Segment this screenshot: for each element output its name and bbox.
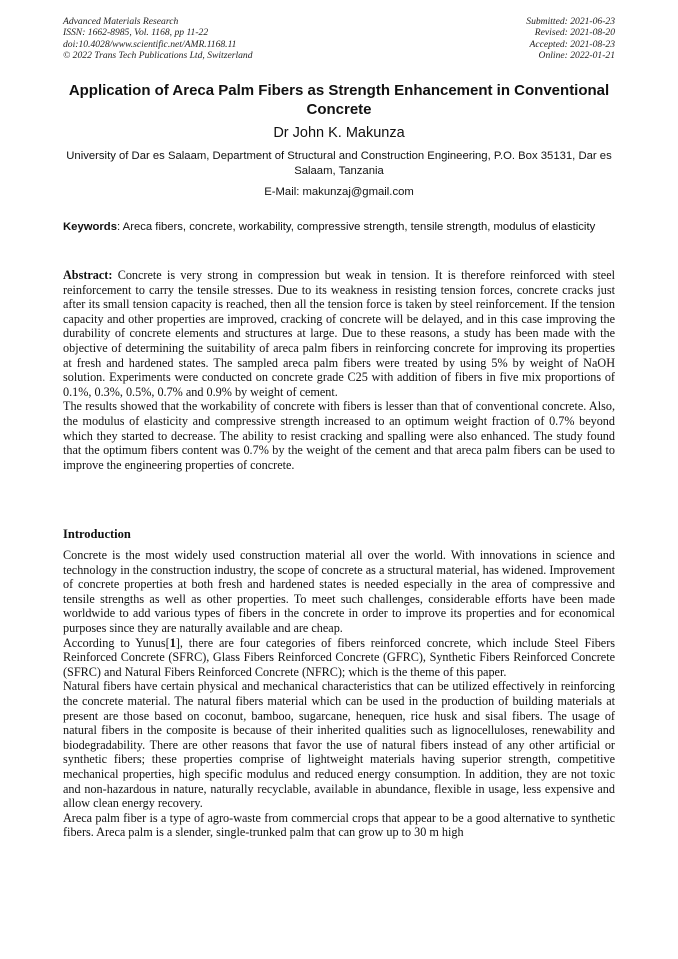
date-accepted: Accepted: 2021-08-23	[529, 38, 615, 50]
journal-copyright: © 2022 Trans Tech Publications Ltd, Switzerland	[63, 50, 253, 62]
intro-paragraph-4: Areca palm fiber is a type of agro-waste from commercial crops that appear to be a good alternative to synthetic fibers. Areca palm is a slender, single-trunked palm that can grow up to 30 m high	[63, 810, 615, 840]
author-name: Dr John K. Makunza	[273, 125, 405, 141]
paper-title: Application of Areca Palm Fibers as Strength Enhancement in Conventional Concrete	[68, 82, 610, 118]
journal-header	[63, 16, 253, 62]
dates-header	[526, 16, 615, 62]
abstract-paragraph-2: The results showed that the workability of concrete with fibers is lesser than that of conventional concrete. Also, the modulus of elasticity and compressive strength increased to an optimum weight fraction of 0.7% beyond which they started to decrease. The ability to resist cracking and spalling were also enhanced. The study found that the optimum fibers content was 0.7% by the weight of the cement and that areca palm fibers can be used to improve the engineering properties of concrete.	[63, 399, 615, 472]
introduction-heading: Introduction	[63, 527, 131, 541]
abstract-paragraph-1	[63, 268, 615, 399]
intro-paragraph-3: Natural fibers have certain physical and mechanical characteristics that can be utilized effectively in reinforcing the concrete material. The natural fibers material which can be used in the production of building materials at present are those based on coconut, bamboo, sugarcane, henequen, rice husk and sisal fibers. The usage of natural fibers in the composite is because of their inherited qualities such as lignocelluloses, renewability and biodegradability. There are other reasons that favor the use of natural fibers instead of any other artificial or synthetic fibers; these properties comprise of lightweight materials having superior strength, competitive mechanical properties, high specific modulus and reduced energy consumption. In addition, they are not toxic and non-hazardous in nature, naturally recyclable, available in abundance, flexible in usage, less expensive and allow clean energy recovery.	[63, 679, 615, 811]
date-revised: Revised: 2021-08-20	[534, 27, 615, 39]
journal-name: Advanced Materials Research	[63, 16, 179, 27]
date-submitted: Submitted: 2021-06-23	[526, 16, 615, 27]
keywords-label: Keywords	[63, 221, 117, 233]
date-online: Online: 2022-01-21	[538, 50, 615, 62]
citation-ref[interactable]: 1	[169, 635, 176, 650]
abstract-label: Abstract:	[63, 268, 113, 282]
author-email[interactable]: E-Mail: makunzaj@gmail.com	[264, 186, 414, 198]
intro-paragraph-1: Concrete is the most widely used construction material all over the world. With innovations in science and technology in the construction industry, the scope of concrete as a structural material, has widened. Improvement of concrete properties at both fresh and hardened states is needed especially in the area of compressive and tensile strengths as well as other properties. To meet such challenges, considerable efforts have been made worldwide to add various types of fibers in the concrete in order to improve its properties and for economical purposes since they are naturally available and are cheap.	[63, 548, 615, 635]
introduction-body	[63, 548, 615, 840]
abstract-text-1: Concrete is very strong in compression but weak in tension. It is therefore reinforced with steel reinforcement to carry the tensile stresses. Due to its weakness in resisting tension forces, concrete cracks just after its small tension capacity is reached, then all the tension force is taken by steel reinforcement. If the tension capacity and other properties are improved, cracking of concrete will be delayed, and in this case improving the durability of concrete elements and structures at large. Due to these reasons, a study has been made with the objective of determining the suitability of areca palm fibers in reinforcing concrete for improving its properties at fresh and hardened states. The sampled areca palm fibers were treated by using 5% by weight of NaOH solution. Experiments were conducted on concrete grade C25 with addition of fibers in five mix proportions of 0.1%, 0.3%, 0.5%, 0.7% and 0.9% by weight of cement.	[63, 268, 615, 399]
intro-p2-before: According to Yunus[	[63, 635, 170, 650]
keywords-text: : Areca fibers, concrete, workability, compressive strength, tensile strength, modulus of elasticity	[117, 221, 596, 233]
author-affiliation: University of Dar es Salaam, Department of Structural and Construction Engineering, P.O. Box 35131, Dar es Salaam, Tanzania	[66, 150, 612, 177]
intro-paragraph-2	[63, 636, 615, 680]
keywords	[63, 220, 615, 235]
intro-p2-after: ], there are four categories of fibers reinforced concrete, which include Steel Fibers Reinforced Concrete (SFRC), Glass Fibers Reinforced Concrete (GFRC), Synthetic Fibers Reinforced Concrete (SFRC) and Natural Fibers Reinforced Concrete (NFRC); which is the theme of this paper.	[63, 635, 616, 679]
journal-doi[interactable]: doi:10.4028/www.scientific.net/AMR.1168.11	[63, 38, 237, 50]
journal-issn: ISSN: 1662-8985, Vol. 1168, pp 11-22	[63, 27, 209, 39]
abstract	[63, 268, 615, 472]
